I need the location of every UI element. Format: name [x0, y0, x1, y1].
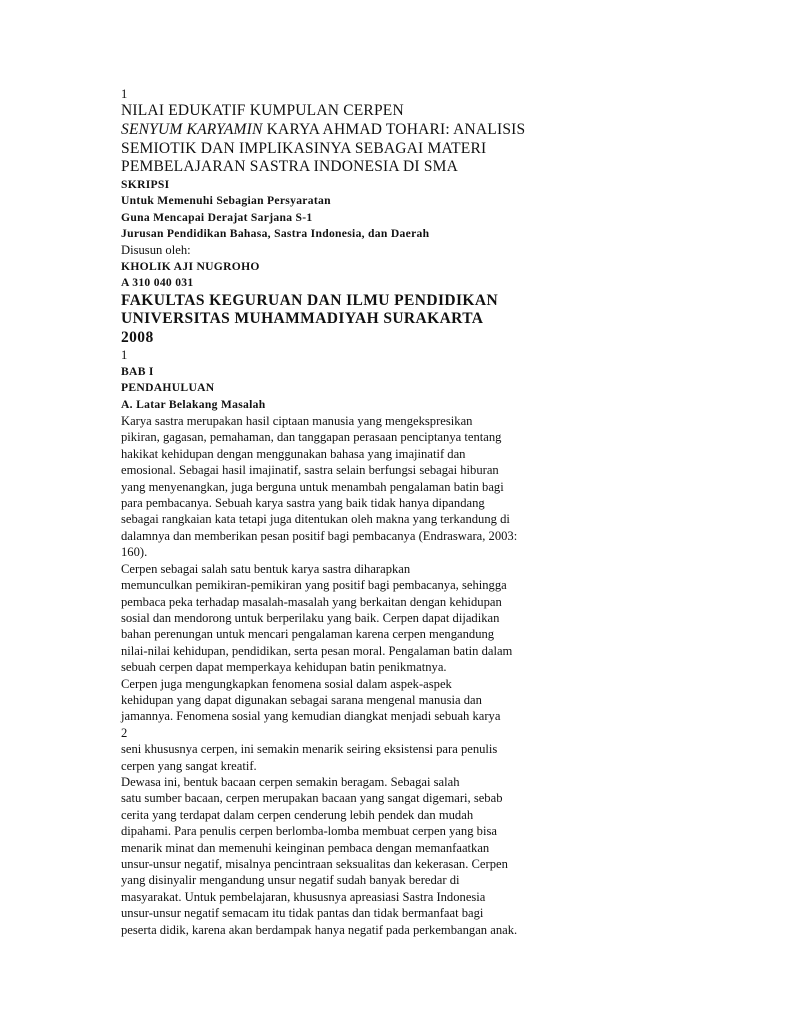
- body-line: seni khususnya cerpen, ini semakin menarik seiring eksistensi para penulis: [121, 742, 498, 757]
- body-line: satu sumber bacaan, cerpen merupakan bacaan yang sangat digemari, sebab: [121, 791, 503, 806]
- body-line: unsur-unsur negatif, misalnya pencintraan seksualitas dan kekerasan. Cerpen: [121, 857, 508, 871]
- title-line: [121, 121, 721, 140]
- body-line: memunculkan pemikiran-pemikiran yang positif bagi pembacanya, sehingga: [121, 578, 507, 593]
- body-line: kehidupan yang dapat digunakan sebagai sarana mengenal manusia dan: [121, 692, 482, 707]
- chapter-number: BAB I: [121, 364, 154, 378]
- body-line: para pembacanya. Sebuah karya sastra yang baik tidak hanya dipandang: [121, 496, 485, 511]
- title-line: PEMBELAJARAN SASTRA INDONESIA DI SMA: [121, 158, 459, 176]
- book-title: SENYUM KARYAMIN: [121, 121, 263, 138]
- page-number: 1: [121, 87, 128, 101]
- title-line: NILAI EDUKATIF KUMPULAN CERPEN: [121, 102, 404, 120]
- body-line: bahan perenungan untuk mencari pengalaman karena cerpen mengandung: [121, 627, 495, 642]
- title-line-rest: KARYA AHMAD TOHARI: ANALISIS: [262, 121, 526, 138]
- year: 2008: [121, 328, 154, 346]
- body-line: sebagai rangkaian kata tetapi juga ditentukan oleh makna yang terkandung di: [121, 512, 510, 527]
- body-line: Cerpen juga mengungkapkan fenomena sosial dalam aspek-aspek: [121, 676, 452, 691]
- author-nim: A 310 040 031: [121, 276, 194, 290]
- body-line: peserta didik, karena akan berdampak hanya negatif pada perkembangan anak.: [121, 922, 518, 937]
- body-line: dipahami. Para penulis cerpen berlomba-lomba membuat cerpen yang bisa: [121, 824, 497, 839]
- document-title: [121, 102, 721, 176]
- body-line: pembaca peka terhadap masalah-masalah yang berkaitan dengan kehidupan: [121, 594, 502, 609]
- body-line: Cerpen sebagai salah satu bentuk karya sastra diharapkan: [121, 561, 411, 576]
- body-text: [121, 741, 721, 938]
- body-line: nilai-nilai kehidupan, pendidikan, serta pesan moral. Pengalaman batin dalam: [121, 643, 513, 658]
- body-line: menarik minat dan memenuhi keinginan pembaca dengan memanfaatkan: [121, 840, 490, 855]
- requirement-line: Jurusan Pendidikan Bahasa, Sastra Indonesia, dan Daerah: [121, 227, 430, 240]
- body-line: pikiran, gagasan, pemahaman, dan tanggapan perasaan penciptanya tentang: [121, 430, 502, 445]
- body-line: hakikat kehidupan dengan menggunakan bahasa yang imajinatif dan: [121, 446, 466, 461]
- body-line: sebuah cerpen dapat memperkaya kehidupan batin penikmatnya.: [121, 660, 447, 675]
- requirement-line: Guna Mencapai Derajat Sarjana S-1: [121, 210, 313, 224]
- section-heading: A. Latar Belakang Masalah: [121, 397, 266, 411]
- body-line: masyarakat. Untuk pembelajaran, khususnya apreasiasi Sastra Indonesia: [121, 889, 486, 904]
- requirement-line: Untuk Memenuhi Sebagian Persyaratan: [121, 194, 331, 208]
- body-line: Dewasa ini, bentuk bacaan cerpen semakin beragam. Sebagai salah: [121, 774, 460, 789]
- title-line: SEMIOTIK DAN IMPLIKASINYA SEBAGAI MATERI: [121, 139, 487, 157]
- document-page: [121, 86, 721, 938]
- body-line: sosial dan mendorong untuk berperilaku yang baik. Cerpen dapat dijadikan: [121, 610, 500, 625]
- page-number: 1: [121, 348, 128, 363]
- body-line: yang disinyalir mengandung unsur negatif sudah banyak beredar di: [121, 873, 460, 888]
- body-line: cerpen yang sangat kreatif.: [121, 758, 257, 773]
- body-line: cerita yang terdapat dalam cerpen cenderung lebih pendek dan mudah: [121, 807, 474, 822]
- body-text: [121, 413, 721, 725]
- skripsi-label: SKRIPSI: [121, 177, 170, 191]
- body-line: Karya sastra merupakan hasil ciptaan manusia yang mengekspresikan: [121, 414, 473, 429]
- author-name: KHOLIK AJI NUGROHO: [121, 259, 260, 273]
- author-label: Disusun oleh:: [121, 243, 191, 258]
- university-name: UNIVERSITAS MUHAMMADIYAH SURAKARTA: [121, 310, 484, 328]
- page-number: 2: [121, 725, 128, 740]
- body-line: emosional. Sebagai hasil imajinatif, sastra selain berfungsi sebagai hiburan: [121, 463, 499, 478]
- body-line: 160).: [121, 545, 148, 560]
- faculty-name: FAKULTAS KEGURUAN DAN ILMU PENDIDIKAN: [121, 291, 499, 309]
- body-line: jamannya. Fenomena sosial yang kemudian diangkat menjadi sebuah karya: [121, 709, 501, 724]
- body-line: unsur-unsur negatif semacam itu tidak pantas dan tidak bermanfaat bagi: [121, 906, 484, 921]
- chapter-title: PENDAHULUAN: [121, 381, 215, 395]
- body-line: dalamnya dan memberikan pesan positif bagi pembacanya (Endraswara, 2003:: [121, 528, 518, 543]
- body-line: yang menyenangkan, juga berguna untuk menambah pengalaman batin bagi: [121, 479, 504, 494]
